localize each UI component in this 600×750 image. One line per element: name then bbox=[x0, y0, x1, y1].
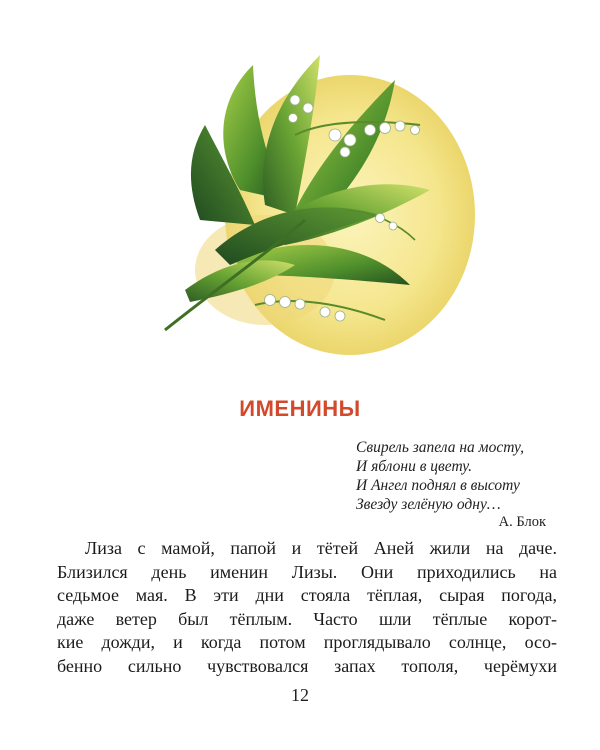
page-number: 12 bbox=[291, 685, 309, 705]
epigraph bbox=[356, 438, 556, 514]
epigraph-line: Звезду зелёную одну… bbox=[356, 496, 501, 513]
chapter-title: ИМЕНИНЫ bbox=[239, 396, 361, 421]
epigraph-author: А. Блок bbox=[498, 514, 546, 530]
body-line: седьмое мая. В эти дни стояла тёплая, сырая погода, bbox=[57, 585, 557, 605]
body-text bbox=[57, 537, 557, 678]
body-line: Близился день именин Лизы. Они приходились на bbox=[57, 561, 557, 582]
body-line: бенно сильно чувствовался запах тополя, черёмухи bbox=[57, 655, 557, 676]
body-line: кие дожди, и когда потом проглядывало солнце, осо- bbox=[57, 632, 557, 652]
lily-of-the-valley-illustration bbox=[145, 40, 475, 365]
epigraph-line: И яблони в цвету. bbox=[356, 458, 473, 475]
body-line: даже ветер был тёплым. Часто шли тёплые корот- bbox=[57, 608, 557, 629]
body-line: Лиза с мамой, папой и тётей Аней жили на даче. bbox=[85, 538, 557, 558]
epigraph-line: И Ангел поднял в высоту bbox=[356, 477, 520, 494]
epigraph-line: Свирель запела на мосту, bbox=[356, 439, 524, 456]
